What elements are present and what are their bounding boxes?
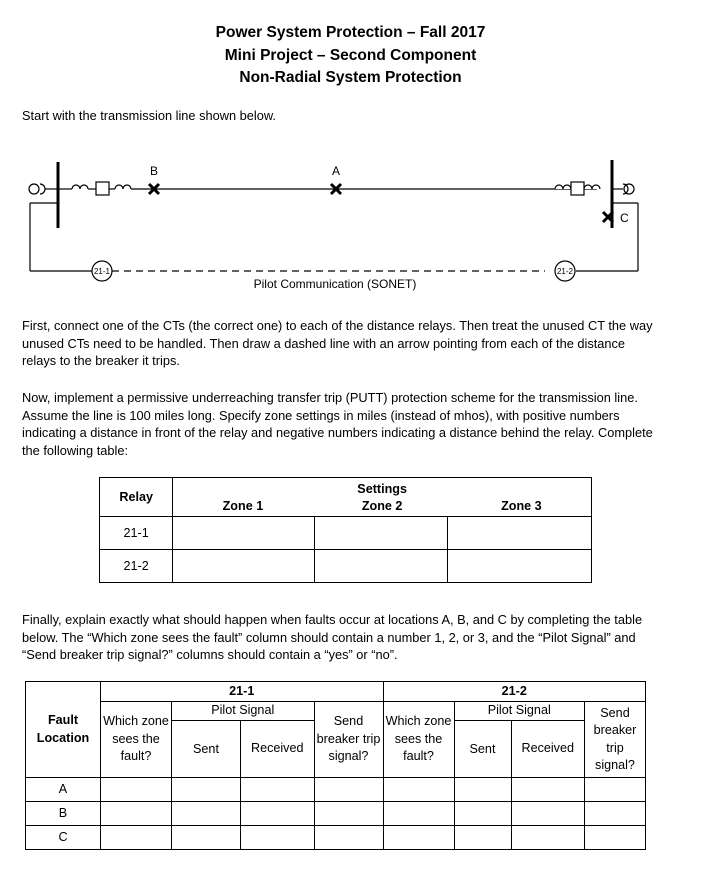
- left-ct-1: [72, 185, 88, 189]
- zone2-input[interactable]: [314, 516, 448, 549]
- table-row: [26, 802, 646, 826]
- answer-cell[interactable]: [241, 802, 315, 826]
- answer-cell[interactable]: [101, 802, 172, 826]
- left-source-symbol: [29, 184, 45, 194]
- relay-header: Relay: [100, 478, 173, 517]
- fault-a-label: A: [332, 164, 341, 178]
- answer-cell[interactable]: [101, 778, 172, 802]
- fault-header-row: [26, 682, 646, 702]
- answer-cell[interactable]: [241, 778, 315, 802]
- title-line-2: Mini Project – Second Component: [224, 47, 477, 64]
- answer-cell[interactable]: [454, 826, 511, 850]
- send-trip-header: Send breaker trip signal?: [314, 702, 383, 778]
- answer-cell[interactable]: [585, 778, 646, 802]
- answer-cell[interactable]: [585, 826, 646, 850]
- left-ct-2: [115, 185, 131, 189]
- settings-header-cell: [173, 478, 592, 516]
- pilot-signal-header: Pilot Signal: [455, 702, 585, 721]
- instruction-para-2: Now, implement a permissive underreaching transfer trip (PUTT) protection scheme for the transmission line. Assume the line is 100 miles long. Specify zone settings in miles (instead of mhos), with positive numbers indicating a distance in front of the relay and negative numbers indicating a distance behind the relay. Complete the following table:: [22, 390, 653, 458]
- fault-c-label: C: [620, 211, 629, 225]
- zone1-input[interactable]: [173, 549, 315, 582]
- pilot-sub: [172, 721, 314, 777]
- answer-cell[interactable]: [383, 826, 454, 850]
- which-zone-header: Which zone sees the fault?: [101, 702, 172, 778]
- send-trip-header: Send breaker trip signal?: [585, 702, 646, 778]
- relay-21-1-header: 21-1: [101, 682, 384, 702]
- zone3-input[interactable]: [448, 549, 592, 582]
- zone3-header: Zone 3: [501, 498, 542, 513]
- relay-21-1-cell: 21-1: [100, 516, 173, 549]
- zone3-input[interactable]: [448, 516, 592, 549]
- fault-table: [25, 681, 646, 850]
- fault-subheader-row: [26, 702, 646, 778]
- relay-21-2-label: 21-2: [556, 267, 574, 276]
- settings-header-row: [100, 478, 592, 516]
- sent-header: Sent: [455, 721, 512, 777]
- intro-text: Start with the transmission line shown below.: [22, 108, 276, 123]
- answer-cell[interactable]: [101, 826, 172, 850]
- relay-21-1-label: 21-1: [93, 267, 111, 276]
- fault-b-cell: B: [26, 802, 101, 826]
- zone2-input[interactable]: [314, 549, 448, 582]
- answer-cell[interactable]: [454, 802, 511, 826]
- instruction-para-1: First, connect one of the CTs (the correct one) to each of the distance relays. Then treat the unused CT the way unused CTs need to be handled. Then draw a dashed line with an arrow pointing from each of the distance relays to the breaker it trips.: [22, 318, 653, 369]
- fault-location-header: Fault Location: [26, 682, 101, 778]
- answer-cell[interactable]: [585, 802, 646, 826]
- zone1-header: Zone 1: [222, 498, 264, 513]
- table-row: [26, 826, 646, 850]
- pilot-label: Pilot Communication (SONET): [253, 277, 417, 291]
- answer-cell[interactable]: [511, 826, 585, 850]
- settings-header: Settings: [357, 481, 407, 496]
- answer-cell[interactable]: [511, 778, 585, 802]
- right-ct-1: [555, 185, 571, 189]
- relay-21-2-header: 21-2: [383, 682, 646, 702]
- settings-table: [99, 477, 592, 583]
- title-line-3: Non-Radial System Protection: [239, 69, 462, 86]
- left-breaker: [96, 182, 109, 195]
- fault-c-cell: C: [26, 826, 101, 850]
- zone2-header: Zone 2: [361, 498, 403, 513]
- instruction-para-3: Finally, explain exactly what should happen when faults occur at locations A, B, and C by completing the table below. The “Which zone sees the fault” column should contain a number 1, 2, or 3, and the “Pilot Signal” and “Send breaker trip signal?” columns should contain a “yes” or “no”.: [22, 612, 643, 663]
- answer-cell[interactable]: [383, 802, 454, 826]
- answer-cell[interactable]: [241, 826, 315, 850]
- answer-cell[interactable]: [172, 826, 241, 850]
- table-row: [100, 516, 592, 549]
- right-ct-2: [584, 185, 600, 189]
- zone1-input[interactable]: [173, 516, 315, 549]
- received-header: Received: [250, 741, 304, 756]
- relay-21-2-cell: 21-2: [100, 549, 173, 582]
- answer-cell[interactable]: [314, 802, 383, 826]
- pilot-signal-cell-1: [172, 702, 315, 778]
- answer-cell[interactable]: [172, 802, 241, 826]
- answer-cell[interactable]: [172, 778, 241, 802]
- sent-header: Sent: [172, 721, 241, 777]
- transmission-line-diagram: [0, 150, 701, 300]
- zone-headers: [173, 498, 591, 515]
- answer-cell[interactable]: [383, 778, 454, 802]
- title-line-1: Power System Protection – Fall 2017: [215, 24, 486, 41]
- answer-cell[interactable]: [454, 778, 511, 802]
- answer-cell[interactable]: [511, 802, 585, 826]
- which-zone-header: Which zone sees the fault?: [383, 702, 454, 778]
- table-row: [100, 549, 592, 582]
- fault-a-cell: A: [26, 778, 101, 802]
- right-source-symbol: [623, 184, 634, 194]
- table-row: [26, 778, 646, 802]
- received-header: Received: [521, 741, 574, 756]
- answer-cell[interactable]: [314, 826, 383, 850]
- pilot-signal-header: Pilot Signal: [172, 702, 314, 721]
- pilot-signal-cell-2: [454, 702, 585, 778]
- answer-cell[interactable]: [314, 778, 383, 802]
- fault-b-label: B: [150, 164, 159, 178]
- right-breaker: [571, 182, 584, 195]
- pilot-sub: [455, 721, 585, 777]
